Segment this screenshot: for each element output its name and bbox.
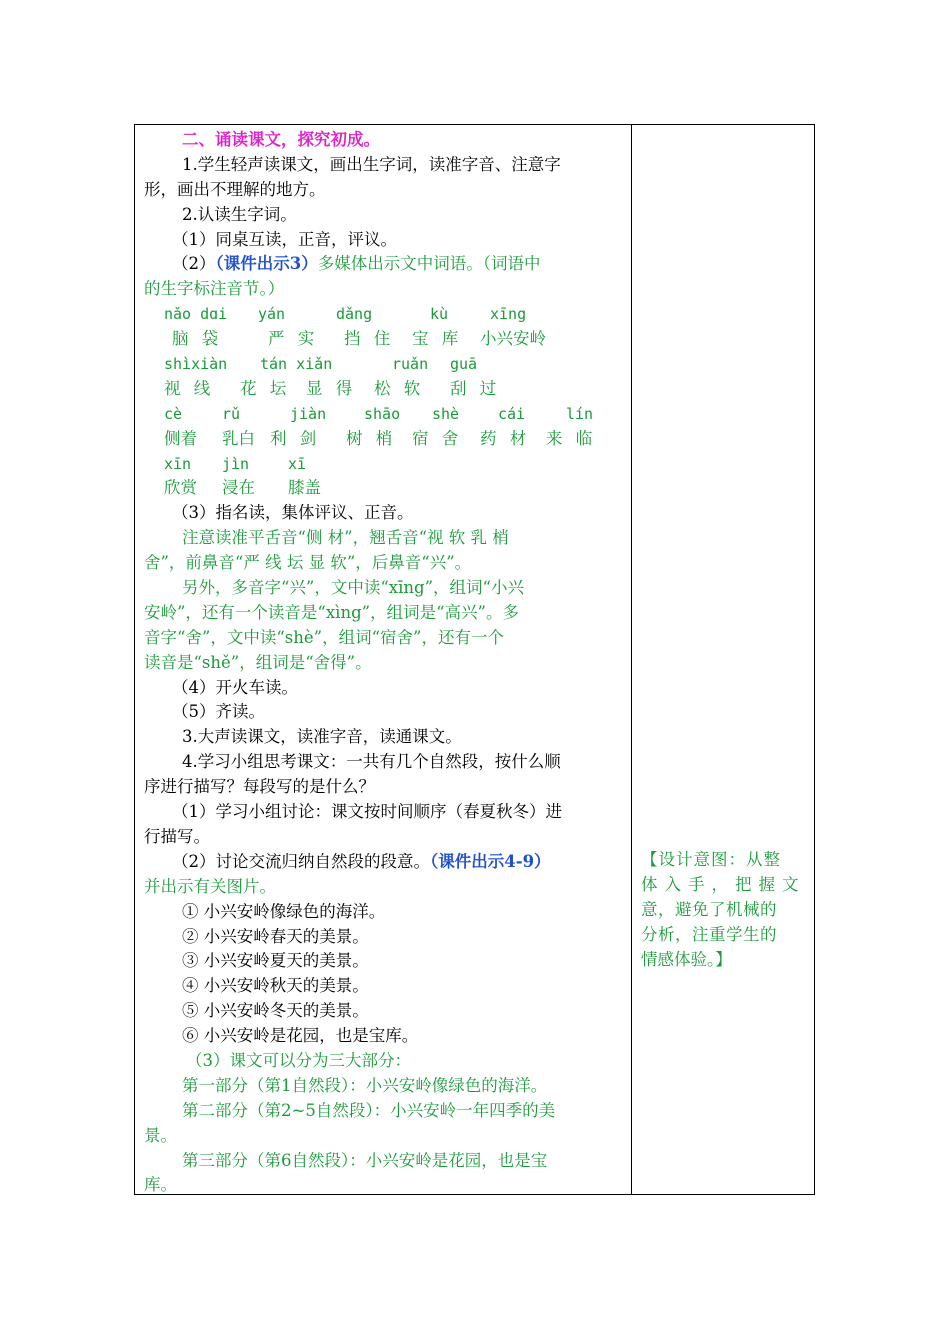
list-item: ③ 小兴安岭夏天的美景。 <box>182 951 369 971</box>
word: 刮 过 <box>450 378 501 398</box>
pinyin: shāo <box>364 404 401 423</box>
substep-2-line-1 <box>144 252 624 277</box>
pinyin: dǎng <box>336 305 373 324</box>
note-2-line-3: 音字“舍”，文中读“shè”，组词“宿舍”，还有一个 <box>144 627 504 647</box>
pinyin: rǔ <box>222 404 241 423</box>
part-3-line-2: 库。 <box>144 1175 177 1195</box>
courseware-tag: （课件出示3） <box>215 254 318 274</box>
design-intent-note <box>641 848 807 972</box>
substep-4: （4）开火车读。 <box>172 677 298 697</box>
word: 挡 住 <box>344 329 395 349</box>
word: 膝盖 <box>288 478 321 498</box>
note-line: 【设计意图：从整 <box>641 850 781 869</box>
word: 松 软 <box>374 378 425 398</box>
word: 视 线 <box>164 378 215 398</box>
step-2: 2.认读生字词。 <box>182 204 297 224</box>
word: 花 坛 <box>240 378 291 398</box>
list-item: ⑤ 小兴安岭冬天的美景。 <box>182 1001 369 1021</box>
note-line: 分析，注重学生的 <box>641 924 777 944</box>
pinyin: lín <box>566 404 594 423</box>
pinyin-row-2 <box>144 352 624 377</box>
discussion-1-line-2: 行描写。 <box>144 826 210 846</box>
note-line: 意，避免了机械的 <box>641 899 777 919</box>
list-item: ⑥ 小兴安岭是花园，也是宝库。 <box>182 1026 419 1046</box>
pinyin: shìxiàn <box>164 355 228 374</box>
list-item: ④ 小兴安岭秋天的美景。 <box>182 976 369 996</box>
note-2-line-4: 读音是“shě”，组词是“舍得”。 <box>144 652 372 672</box>
pinyin: cái <box>498 404 526 423</box>
word: 欣赏 <box>164 478 197 498</box>
pinyin: shè <box>432 404 460 423</box>
word: 利 剑 <box>270 428 321 448</box>
pinyin: cè <box>164 404 183 423</box>
column-divider <box>631 124 632 1195</box>
discussion-2-line-1 <box>144 850 624 875</box>
word: 来 临 <box>546 428 597 448</box>
word: 浸在 <box>222 478 255 498</box>
word: 宿 舍 <box>412 428 463 448</box>
substep-1: （1）同桌互读，正音，评议。 <box>172 229 397 249</box>
substep-2-prefix: （2） <box>172 254 216 274</box>
step-1-line-2: 形，画出不理解的地方。 <box>144 179 326 199</box>
note-1-line-1: 注意读准平舌音“侧 材”，翘舌音“视 软 乳 梢 <box>182 528 509 548</box>
substep-2-text: 多媒体出示文中词语。（词语中 <box>317 254 541 274</box>
pinyin-row-3 <box>144 402 624 427</box>
word: 显 得 <box>306 378 357 398</box>
pinyin: xīn <box>164 454 192 473</box>
list-item: ② 小兴安岭春天的美景。 <box>182 926 369 946</box>
discussion-1-line-1: （1）学习小组讨论：课文按时间顺序（春夏秋冬）进 <box>172 802 562 822</box>
courseware-tag: （课件出示4-9） <box>430 851 551 871</box>
section-heading: 二、诵读课文，探究初成。 <box>182 130 380 149</box>
note-2-line-2: 安岭”，还有一个读音是“xìng”，组词是“高兴”。多 <box>144 602 519 622</box>
part-2-line-1: 第二部分（第2~5自然段）：小兴安岭一年四季的美 <box>182 1100 556 1120</box>
part-1: 第一部分（第1自然段）：小兴安岭像绿色的海洋。 <box>182 1075 548 1095</box>
word: 树 梢 <box>346 428 397 448</box>
word-row-3 <box>144 427 624 452</box>
discussion-2-text: （2）讨论交流归纳自然段的段意。 <box>172 851 430 871</box>
word-row-1 <box>144 327 624 352</box>
pinyin-row-4 <box>144 452 624 477</box>
pinyin: nǎo dɑi <box>164 305 228 324</box>
pinyin: xīng <box>490 305 527 324</box>
word: 药 材 <box>480 428 531 448</box>
note-line: 情感体验。】 <box>641 949 732 969</box>
step-1-line-1: 1.学生轻声读课文，画出生字词，读准字音、注意字 <box>182 154 561 174</box>
pinyin: xī <box>288 454 307 473</box>
step-4-line-1: 4.学习小组思考课文：一共有几个自然段，按什么顺 <box>182 752 561 772</box>
main-column <box>144 128 624 1198</box>
word-row-4 <box>144 476 624 501</box>
pinyin: guā <box>450 355 478 374</box>
word: 宝 库 <box>412 329 463 349</box>
substep-3: （3）指名读，集体评议、正音。 <box>172 503 414 523</box>
pinyin: jiàn <box>290 404 327 423</box>
part-2-line-2: 景。 <box>144 1125 177 1145</box>
step-3: 3.大声读课文，读准字音，读通课文。 <box>182 727 462 747</box>
list-item: ① 小兴安岭像绿色的海洋。 <box>182 901 386 921</box>
part-3-line-1: 第三部分（第6自然段）：小兴安岭是花园，也是宝 <box>182 1150 548 1170</box>
discussion-3: （3）课文可以分为三大部分： <box>186 1050 411 1070</box>
pinyin: tán xiǎn <box>260 355 333 374</box>
note-line: 体入手，把握文 <box>641 874 806 894</box>
word: 脑 袋 <box>172 329 223 349</box>
note-2-line-1: 另外，多音字“兴”，文中读“xīng”，组词“小兴 <box>182 578 524 598</box>
pinyin: kù <box>430 305 449 324</box>
substep-5: （5）齐读。 <box>172 702 265 722</box>
substep-2-line-2: 的生字标注音节。） <box>144 279 285 299</box>
step-4-line-2: 序进行描写？每段写的是什么？ <box>144 777 375 797</box>
note-1-line-2: 舍”，前鼻音“严 线 坛 显 软”，后鼻音“兴”。 <box>144 553 472 573</box>
pinyin: ruǎn <box>392 355 429 374</box>
pinyin: yán <box>258 305 286 324</box>
discussion-2-line-2: 并出示有关图片。 <box>144 876 276 896</box>
pinyin-row-1 <box>144 302 624 327</box>
word: 乳白 <box>222 428 255 448</box>
word-row-2 <box>144 377 624 402</box>
word: 小兴安岭 <box>480 329 546 349</box>
pinyin: jìn <box>222 454 250 473</box>
word: 严 实 <box>268 329 319 349</box>
word: 侧着 <box>164 428 197 448</box>
